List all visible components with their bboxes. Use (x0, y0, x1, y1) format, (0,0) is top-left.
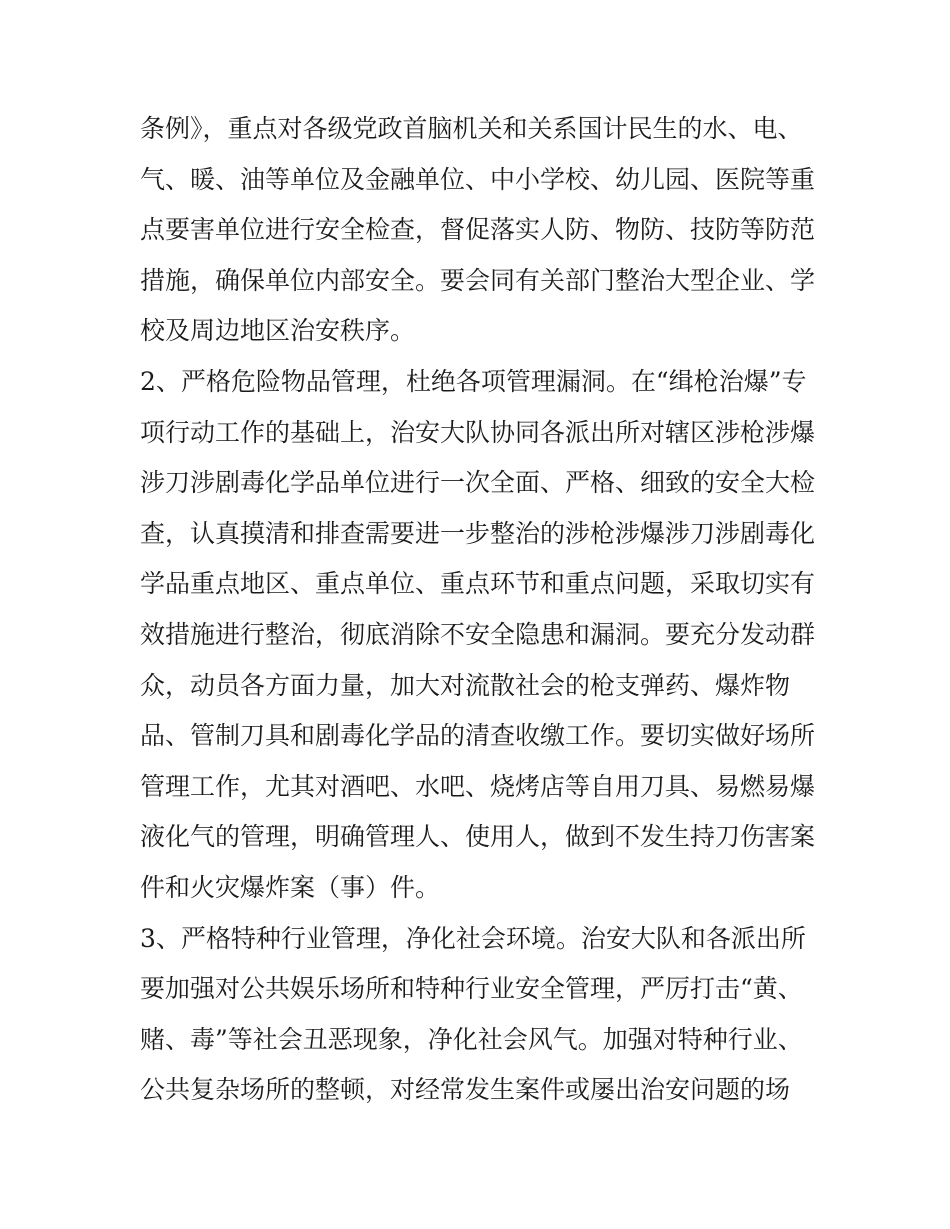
text-line: 条例》，重点对各级党政首脑机关和关系国计民生的水、电、 (140, 114, 803, 143)
text-line: 众，动员各方面力量，加大对流散社会的枪支弹药、爆炸物 (140, 670, 791, 700)
text-line: 校及周边地区治安秩序。 (140, 316, 416, 346)
text-line: 公共复杂场所的整顿，对经常发生案件或屡出治安问题的场 (140, 1075, 791, 1105)
text-line: 措施，确保单位内部安全。要会同有关部门整治大型企业、学 (140, 265, 816, 295)
text-line: 项行动工作的基础上，治安大队协同各派出所对辖区涉枪涉爆 (140, 417, 816, 447)
text-line: 管理工作，尤其对酒吧、水吧、烧烤店等自用刀具、易燃易爆 (140, 771, 816, 801)
text-line: 涉刀涉剧毒化学品单位进行一次全面、严格、细致的安全大检 (140, 468, 816, 498)
text-line: 品、管制刀具和剧毒化学品的清查收缴工作。要切实做好场所 (140, 721, 816, 751)
text-line: 液化气的管理，明确管理人、使用人，做到不发生持刀伤害案 (140, 822, 816, 852)
text-line: 2、严格危险物品管理，杜绝各项管理漏洞。在“缉枪治爆”专 (140, 366, 807, 396)
document-body (140, 104, 820, 1116)
text-line: 查，认真摸清和排查需要进一步整治的涉枪涉爆涉刀涉剧毒化 (140, 518, 816, 548)
text-line: 赌、毒”等社会丑恶现象，净化社会风气。加强对特种行业、 (140, 1024, 803, 1054)
text-line: 点要害单位进行安全检查，督促落实人防、物防、技防等防范 (140, 215, 816, 245)
text-line: 效措施进行整治，彻底消除不安全隐患和漏洞。要充分发动群 (140, 619, 816, 649)
text-line: 气、暖、油等单位及金融单位、中小学校、幼儿园、医院等重 (140, 164, 816, 194)
text-line: 学品重点地区、重点单位、重点环节和重点问题，采取切实有 (140, 569, 816, 599)
text-line: 件和火灾爆炸案（事）件。 (140, 872, 441, 902)
text-line: 3、严格特种行业管理，净化社会环境。治安大队和各派出所 (140, 923, 806, 953)
text-line: 要加强对公共娱乐场所和特种行业安全管理，严厉打击“黄、 (140, 974, 803, 1004)
